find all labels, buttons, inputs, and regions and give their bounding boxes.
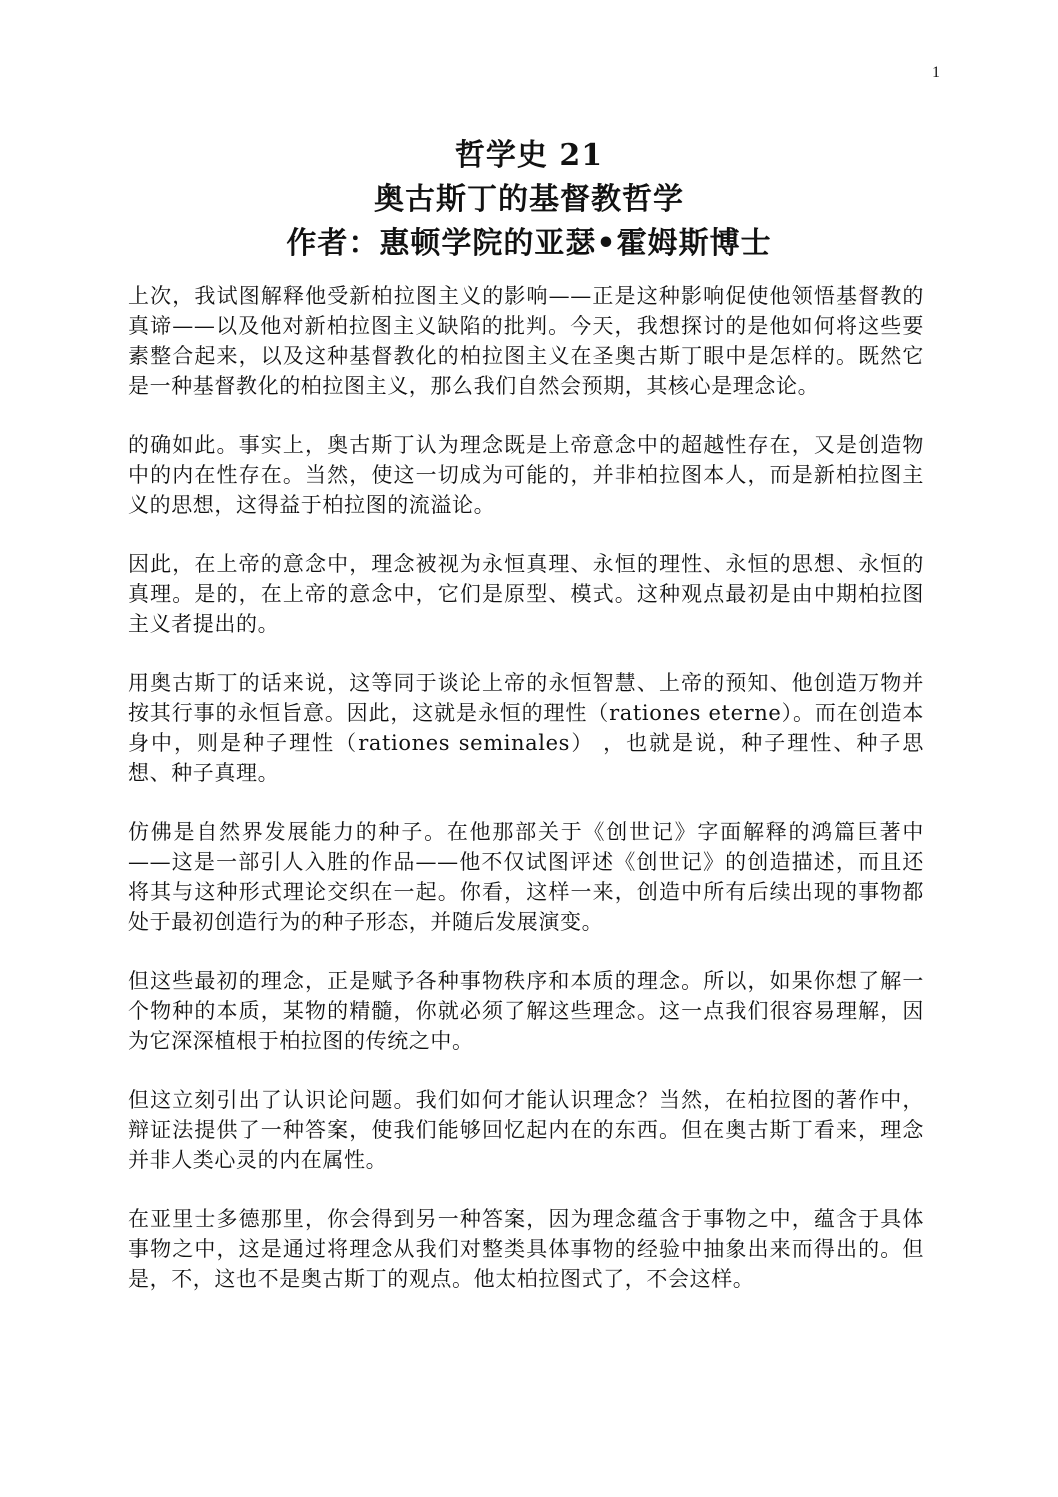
body-text xyxy=(128,281,924,1323)
page-number: 1 xyxy=(932,64,940,81)
paragraph: 的确如此。事实上，奥古斯丁认为理念既是上帝意念中的超越性存在，又是创造物中的内在性存在。当然，使这一切成为可能的，并非柏拉图本人，而是新柏拉图主义的思想，这得益于柏拉图的流溢论。 xyxy=(128,433,924,517)
lecture-title: 奥古斯丁的基督教哲学 xyxy=(374,182,684,217)
paragraph: 因此，在上帝的意念中，理念被视为永恒真理、永恒的理性、永恒的思想、永恒的真理。是的，在上帝的意念中，它们是原型、模式。这种观点最初是由中期柏拉图主义者提出的。 xyxy=(128,552,924,636)
paragraph: 在亚里士多德那里，你会得到另一种答案，因为理念蕴含于事物之中，蕴含于具体事物之中，这是通过将理念从我们对整类具体事物的经验中抽象出来而得出的。但是，不，这也不是奥古斯丁的观点。他太柏拉图式了，不会这样。 xyxy=(128,1207,924,1291)
paragraph: 仿佛是自然界发展能力的种子。在他那部关于《创世记》字面解释的鸿篇巨著中——这是一部引人入胜的作品——他不仅试图评述《创世记》的创造描述，而且还将其与这种形式理论交织在一起。你看，这样一来，创造中所有后续出现的事物都处于最初创造行为的种子形态，并随后发展演变。 xyxy=(128,820,924,934)
paragraph: 但这些最初的理念，正是赋予各种事物秩序和本质的理念。所以，如果你想了解一个物种的本质，某物的精髓，你就必须了解这些理念。这一点我们很容易理解，因为它深深植根于柏拉图的传统之中。 xyxy=(128,969,924,1053)
course-title: 哲学史 21 xyxy=(454,138,604,173)
paragraph: 上次，我试图解释他受新柏拉图主义的影响——正是这种影响促使他领悟基督教的真谛——以及他对新柏拉图主义缺陷的批判。今天，我想探讨的是他如何将这些要素整合起来，以及这种基督教化的柏拉图主义在圣奥古斯丁眼中是怎样的。既然它是一种基督教化的柏拉图主义，那么我们自然会预期，其核心是理念论。 xyxy=(128,284,924,398)
author-line: 作者：惠顿学院的亚瑟•霍姆斯博士 xyxy=(286,226,772,261)
paragraph: 但这立刻引出了认识论问题。我们如何才能认识理念？当然，在柏拉图的著作中，辩证法提供了一种答案，使我们能够回忆起内在的东西。但在奥古斯丁看来，理念并非人类心灵的内在属性。 xyxy=(128,1088,924,1172)
paragraph: 用奥古斯丁的话来说，这等同于谈论上帝的永恒智慧、上帝的预知、他创造万物并按其行事的永恒旨意。因此，这就是永恒的理性（rationes eterne）。而在创造本身中，则是种子理性（rationes seminales） ，也就是说，种子理性、种子思想、种子真理。 xyxy=(128,671,924,785)
title-block xyxy=(0,134,1058,266)
